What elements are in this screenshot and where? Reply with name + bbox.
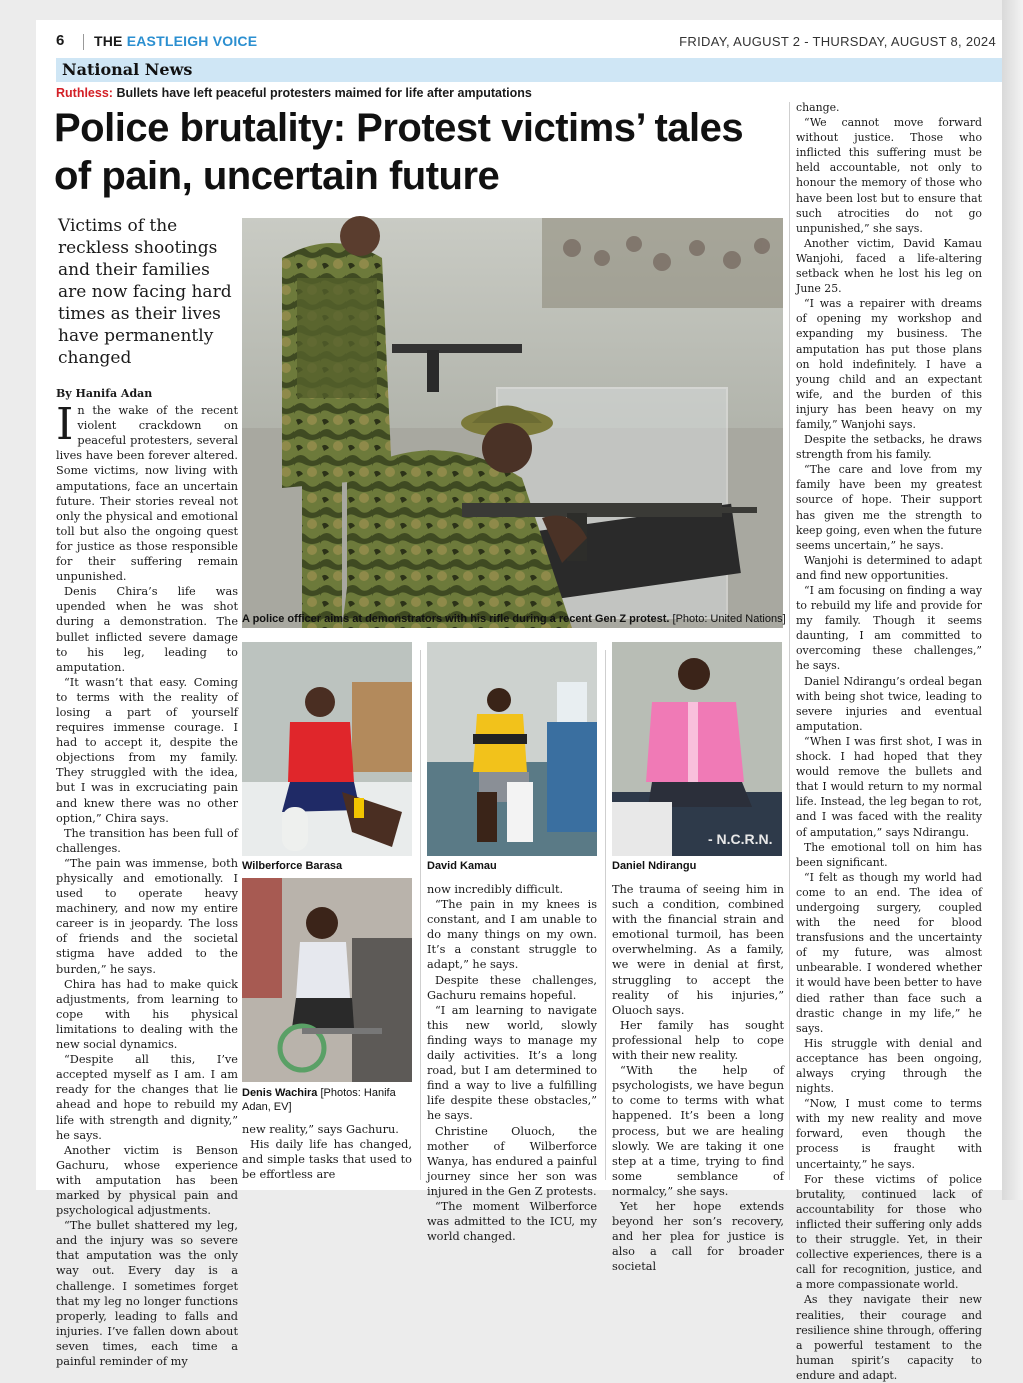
photo-david-kamau	[427, 642, 597, 856]
kicker: Ruthless: Bullets have left peaceful protesters maimed for life after amputations	[56, 86, 532, 100]
main-photo	[242, 218, 783, 628]
column-rule	[605, 650, 606, 1180]
photo-3-illustration	[612, 642, 782, 856]
article-paragraph: Despite the setbacks, he draws strength from his family.	[796, 433, 982, 462]
caption-wilberforce-barasa: Wilberforce Barasa	[242, 860, 343, 872]
photo-4-illustration	[242, 878, 412, 1082]
newspaper-page	[36, 20, 1002, 1382]
article-paragraph: Another victim is Benson Gachuru, whose experience with amputation has been marked by physical pain and psychological adjustments.	[56, 1143, 238, 1218]
article-paragraph: His struggle with denial and acceptance has been ongoing, always crying through the nights.	[796, 1036, 982, 1096]
column-rule	[789, 102, 790, 1180]
article-paragraph: “I was a repairer with dreams of opening my workshop and expanding my business. The amputation has put those plans on hold indefinitely. I have a young child and an expectant wife, and the burden of this injury has been heavy on my family,” Wanjohi says.	[796, 297, 982, 431]
article-paragraph: Christine Oluoch, the mother of Wilberforce Wanya, has endured a painful journey since her son was injured in the Gen Z protests.	[427, 1124, 597, 1198]
standfirst: Victims of the reckless shootings and their families are now facing hard times as their lives have permanently changed	[58, 216, 232, 368]
masthead	[56, 32, 996, 54]
article-paragraph: “Now, I must come to terms with my new reality and move forward, even though the process is fraught with uncertainty,” he says.	[796, 1097, 982, 1171]
section-band	[56, 58, 1002, 82]
article-paragraph: “It wasn’t that easy. Coming to terms with the reality of losing a part of yourself requires immense courage. I had to accept it, despite the objections from my family. They struggled with the idea, but I was in excruciating pain and knew there was no other option,” Chira says.	[56, 675, 238, 825]
photo-denis-wachira	[242, 878, 412, 1082]
article-paragraph: now incredibly difficult.	[427, 883, 564, 896]
drop-cap: I	[56, 399, 74, 451]
article-paragraph: The emotional toll on him has been significant.	[796, 840, 982, 869]
article-paragraph: Another victim, David Kamau Wanjohi, faced a life-altering setback when he lost his leg on June 25.	[796, 236, 982, 296]
caption-daniel-ndirangu: Daniel Ndirangu	[612, 860, 697, 872]
article-paragraph: “The pain was immense, both physically and emotionally. I used to operate heavy machinery, and now my entire career is in jeopardy. The loss of friends and the societal stigma have added to the burden,” he says.	[56, 856, 238, 976]
photo-1-illustration	[242, 642, 412, 856]
article-column-4	[612, 882, 784, 1274]
masthead-divider	[83, 34, 84, 50]
article-paragraph: The transition has been full of challenges.	[56, 826, 238, 855]
article-paragraph: “The pain in my knees is constant, and I am unable to do many things on my own. It’s a constant struggle to adapt,” he says.	[427, 898, 597, 972]
main-photo-caption: A police officer aims at demonstrators with his rifle during a recent Gen Z protest. [Photo: United Nations]	[242, 613, 786, 625]
article-paragraph: “The moment Wilberforce was admitted to the ICU, my world changed.	[427, 1199, 597, 1244]
article-column-3	[427, 882, 597, 1244]
photo-3-hospital-label: - N.C.R.N.	[708, 831, 773, 847]
section-title: National News	[62, 60, 193, 79]
paper-name: THE EASTLEIGH VOICE	[94, 33, 258, 49]
article-paragraph: “I am focusing on finding a way to rebuild my life and provide for my family. Though it seems daunting, I am committed to overcoming these challenges,” he says.	[796, 584, 982, 673]
photo-2-illustration	[427, 642, 597, 856]
dateline: FRIDAY, AUGUST 2 - THURSDAY, AUGUST 8, 2024	[679, 34, 996, 49]
article-paragraph: Wanjohi is determined to adapt and find new opportunities.	[796, 553, 982, 582]
article-paragraph: The trauma of seeing him in such a condition, combined with the financial strain and emotional turmoil, has been overwhelming. As a family, we were in denial at first, struggling to accept the reality of his injuries,” Oluoch says.	[612, 883, 784, 1017]
article-paragraph: “I felt as though my world had come to an end. The idea of undergoing surgery, coupled with the need for blood transfusions and the uncertainty of my future, was almost unbearable. I wondered whether it would have been better to have died rather than face such a drastic change in my life,” he says.	[796, 870, 982, 1035]
article-paragraph: Her family has sought professional help to cope with their new reality.	[612, 1018, 784, 1063]
article-paragraph: For these victims of police brutality, continued lack of accountability for those who inflicted their suffering only adds to their struggle. Yet, in their collective experiences, there is a call for recognition, justice, and a more compassionate world.	[796, 1172, 982, 1292]
article-paragraph: As they navigate their new realities, their courage and resilience shine through, offering a powerful testament to the human spirit’s capacity to endure and adapt.	[796, 1293, 982, 1382]
caption-david-kamau: David Kamau	[427, 860, 497, 872]
article-paragraph: new reality,” says Gachuru.	[242, 1123, 399, 1136]
article-paragraph: “When I was first shot, I was in shock. I had hoped that they would remove the bullets and that I would return to my normal life. Instead, the leg began to rot, and I was faced with the reality of amputation,” says Ndirangu.	[796, 734, 982, 839]
article-column-5	[796, 100, 982, 1383]
photo-wilberforce-barasa	[242, 642, 412, 856]
article-paragraph: His daily life has changed, and simple tasks that used to be effortless are	[242, 1138, 412, 1182]
article-paragraph: “We cannot move forward without justice. Those who inflicted this suffering must be held accountable, not only to honour the memory of those who have been lost but to ensure that such atrocities do not go unpunished,” she says.	[796, 116, 982, 235]
article-paragraph: Yet her hope extends beyond her son’s recovery, and her plea for justice is also a call for broader societal	[612, 1199, 784, 1274]
article-column-2	[242, 1122, 412, 1182]
article-paragraph: “The bullet shattered my leg, and the injury was so severe that amputation was the only way out. Every day is a challenge. I sometimes forget that my leg no longer functions properly, leading to falls and injuries. I’ve fallen down about seven times, each time a painful reminder of my	[56, 1219, 238, 1368]
headline: Police brutality: Protest victims’ tales of pain, uncertain future	[54, 106, 744, 198]
article-paragraph: “I am learning to navigate this new world, slowly finding ways to manage my daily activities. It’s a long road, but I am determined to find a way to live a fulfilling life despite these obstacles,” he says.	[427, 1003, 597, 1123]
caption-denis-wachira: Denis Wachira [Photos: Hanifa Adan, EV]	[242, 1087, 396, 1113]
main-photo-illustration	[242, 218, 783, 628]
page-number: 6	[56, 32, 65, 49]
photo-daniel-ndirangu	[612, 642, 782, 856]
article-paragraph: “With the help of psychologists, we have begun to come to terms with what happened. It’s been a long process, but we are healing slowly. We are taking it one step at a time, trying to find some semblance of normalcy,” she says.	[612, 1064, 784, 1198]
page-edge-shadow	[1002, 0, 1023, 1200]
byline: By Hanifa Adan	[56, 387, 153, 400]
article-paragraph: Daniel Ndirangu’s ordeal began with being shot twice, leading to severe injuries and eventual amputation.	[796, 674, 982, 733]
article-column-1	[56, 386, 238, 1369]
article-paragraph: Denis Chira’s life was upended when he was shot during a demonstration. The bullet inflicted severe damage to his leg, leading to amputation.	[56, 585, 238, 674]
article-paragraph: In the wake of the recent violent crackdown on peaceful protesters, several lives have been forever altered. Some victims, now living with amputations, face an uncertain future. Their stories reveal not only the physical and emotional toll but also the ongoing quest for justice as those responsible for their suffering remain unpunished.	[56, 399, 238, 584]
article-paragraph: change.	[796, 101, 840, 114]
article-paragraph: “Despite all this, I’ve accepted myself as I am. I am ready for the changes that lie ahead and hope to rebuild my life with strength and dignity,” he says.	[56, 1053, 238, 1142]
article-paragraph: Chira has had to make quick adjustments, from learning to cope with his physical limitations to dealing with the new social dynamics.	[56, 977, 238, 1052]
article-paragraph: Despite these challenges, Gachuru remains hopeful.	[427, 973, 597, 1002]
column-rule	[420, 650, 421, 1180]
article-paragraph: “The care and love from my family have been my greatest source of hope. Their support has given me the strength to keep going, even when the future seems uncertain,” he says.	[796, 463, 983, 552]
